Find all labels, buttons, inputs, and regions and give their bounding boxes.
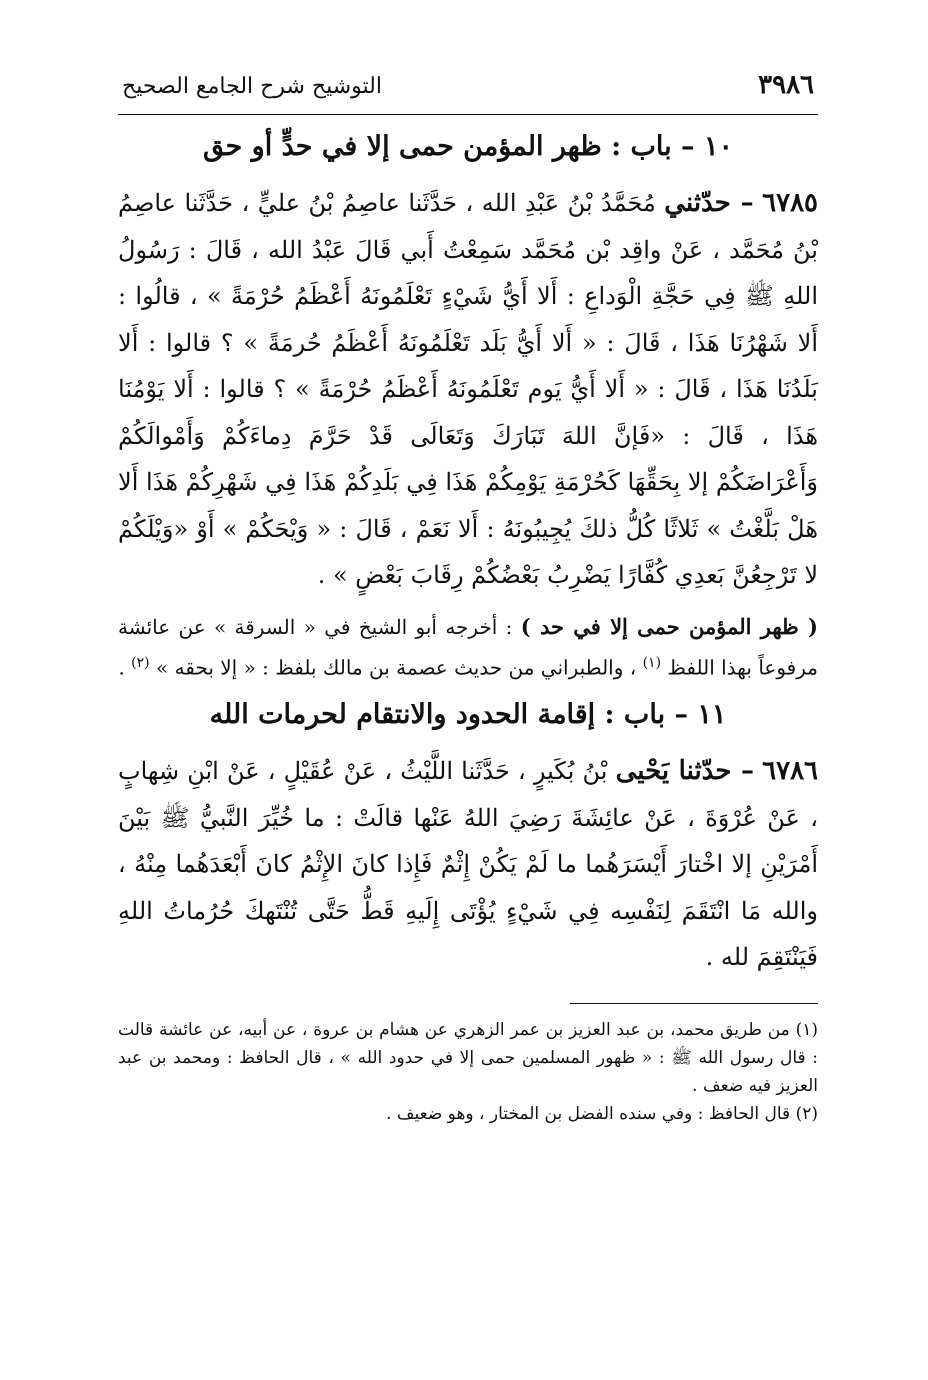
- hadith-number: ٦٧٨٦: [762, 756, 818, 787]
- commentary-text-2: ، والطبراني من حديث عصمة بن مالك بلفظ : « إلا بحقه »: [155, 655, 637, 680]
- commentary-text-end: .: [118, 655, 125, 680]
- header-rule: [118, 114, 818, 115]
- commentary-text-1: : أخرجه أبو الشيخ في « السرقة » عن عائشة مرفوعاً بهذا اللفظ: [118, 614, 818, 680]
- footnote-2: (٢) قال الحافظ : وفي سنده الفضل بن المختار ، وهو ضعيف .: [386, 1103, 818, 1124]
- book-page: [118, 70, 818, 1128]
- chapter-10-title: ١٠ – باب : ظهر المؤمن حمى إلا في حدٍّ أو حق: [203, 131, 733, 162]
- hadith-opener: حدّثني: [664, 188, 731, 218]
- running-title: التوشيح شرح الجامع الصحيح: [122, 74, 382, 99]
- footnotes: [118, 1016, 818, 1128]
- running-header: [118, 70, 818, 114]
- hadith-6785: ٦٧٨٥ – حدّثني مُحَمَّدُ بْنُ عَبْدِ الله ، حَدَّثَنا عاصِمُ بْنُ عليٍّ ، حَدَّثَنا عاصِمُ بْنُ مُحَمَّد ، عَنْ واقِد بْن مُحَمَّد سَمِعْتُ أَبي قَالَ عَبْدُ الله ، قَالَ : رَسُولُ اللهِ ﷺ فِي حَجَّةِ الْوَداعِ : أَلا أَيُّ شَيْءٍ تَعْلَمُونَهُ أَعْظَمُ حُرْمَةً » ، قالُوا : أَلا شَهْرُنَا هَذَا ، قَالَ : « أَلا أَيُّ بَلَد تَعْلَمُونَهُ أَعْظَمُ حُرمَةً » ؟ قالوا : أَلا بَلَدُنَا هَذَا ، قَالَ : « أَلا أَيُّ يَوم تَعْلَمُونَهُ أَعْظَمُ حُرْمَةً » ؟ قالوا : أَلا يَوْمُنَا هَذَا ، قَالَ : «فَإنَّ اللهَ تَبَارَكَ وَتَعَالَى قَدْ حَرَّمَ دِماءَكُمْ وَأَمْوالَكُمْ وَأَعْرَاضَكُمْ إلا بِحَقِّهَا كَحُرْمَةِ يَوْمِكُمْ هَذَا فِي بَلَدِكُمْ هَذَا فِي شَهْرِكُمْ هَذَا أَلا هَلْ بَلَّغْتُ » ثَلاثًا كُلُّ ذلكَ يُجِيبُونَهُ : أَلا نَعَمْ ، قَالَ : « وَيْحَكُمْ » أَوْ «وَيْلَكُمْ لا تَرْجِعُنَّ بَعدِي كُفَّارًا يَضْرِبُ بَعْضُكُمْ رِقَابَ بَعْضٍ » .: [118, 188, 818, 589]
- page-number: ٣٩٨٦: [758, 70, 814, 100]
- footnote-ref-2: (٢): [131, 654, 150, 671]
- footnote-1: (١) من طريق محمد، بن عبد العزيز بن عمر الزهري عن هشام بن عروة ، عن أبيه، عن عائشة قالت : قال رسول الله ﷺ : « ظهور المسلمين حمى إلا في حدود الله » ، قال الحافظ : ومحمد بن عبد العزيز فيه ضعف .: [118, 1019, 818, 1096]
- hadith-number: ٦٧٨٥: [762, 188, 818, 218]
- hadith-opener: حدّثنا يَحْيى: [615, 756, 732, 787]
- chapter-11: [118, 699, 818, 981]
- hadith-text: مُحَمَّدُ بْنُ عَبْدِ الله ، حَدَّثَنا عاصِمُ بْنُ عليٍّ ، حَدَّثَنا عاصِمُ بْنُ مُحَمَّد ، عَنْ واقِد بْن مُحَمَّد سَمِعْتُ أَبي قَالَ عَبْدُ الله ، قَالَ : رَسُولُ اللهِ ﷺ فِي حَجَّةِ الْوَداعِ : أَلا أَيُّ شَيْءٍ تَعْلَمُونَهُ أَعْظَمُ حُرْمَةً » ، قالُوا : أَلا شَهْرُنَا هَذَا ، قَالَ : « أَلا أَيُّ بَلَد تَعْلَمُونَهُ أَعْظَمُ حُرمَةً » ؟ قالوا : أَلا بَلَدُنَا هَذَا ، قَالَ : « أَلا أَيُّ يَوم تَعْلَمُونَهُ أَعْظَمُ حُرْمَةً » ؟ قالوا : أَلا يَوْمُنَا هَذَا ، قَالَ : «فَإنَّ اللهَ تَبَارَكَ وَتَعَالَى قَدْ حَرَّمَ دِماءَكُمْ وَأَمْوالَكُمْ وَأَعْرَاضَكُمْ إلا بِحَقِّهَا كَحُرْمَةِ يَوْمِكُمْ هَذَا فِي بَلَدِكُمْ هَذَا فِي شَهْرِكُمْ هَذَا أَلا هَلْ بَلَّغْتُ » ثَلاثًا كُلُّ ذلكَ يُجِيبُونَهُ : أَلا نَعَمْ ، قَالَ : « وَيْحَكُمْ » أَوْ «وَيْلَكُمْ لا تَرْجِعُنَّ بَعدِي كُفَّارًا يَضْرِبُ بَعْضُكُمْ رِقَابَ بَعْضٍ » .: [118, 189, 818, 589]
- chapter-11-title: ١١ – باب : إقامة الحدود والانتقام لحرمات الله: [209, 699, 727, 731]
- hadith-6786: ٦٧٨٦ – حدّثنا يَحْيى بْنُ بُكَيرٍ ، حَدَّثَنا اللَّيْثُ ، عَنْ عُقَيْلٍ ، عَنْ ابْنِ شِهابٍ ، عَنْ عُرْوَةَ ، عَنْ عائِشَةَ رَضِيَ اللهُ عَنْها قالَتْ : ما خُيِّرَ النَّبيُّ ﷺ بَيْنَ أَمْرَيْنِ إلا اخْتارَ أَيْسَرَهُما ما لَمْ يَكُنْ إِثْمٌ فَإِذا كانَ الإِثْمُ كانَ أَبْعَدَهُما مِنْهُ ، والله مَا انْتَقَمَ لِنَفْسِه فِي شَيْءٍ يُؤْتَى إِلَيهِ قَطُّ حَتَّى تُنْتَهكَ حُرُماتُ اللهِ فَيَنْتَقِمَ لله .: [118, 756, 819, 972]
- footnote-ref-1: (١): [642, 654, 662, 671]
- footnote-rule: [570, 1003, 818, 1004]
- commentary-paragraph: [118, 609, 818, 686]
- chapter-10: [118, 131, 818, 685]
- commentary-lemma: ( ظهر المؤمن حمى إلا في حد ): [520, 613, 818, 639]
- hadith-text: بْنُ بُكَيرٍ ، حَدَّثَنا اللَّيْثُ ، عَنْ عُقَيْلٍ ، عَنْ ابْنِ شِهابٍ ، عَنْ عُرْوَةَ ، عَنْ عائِشَةَ رَضِيَ اللهُ عَنْها قالَتْ : ما خُيِّرَ النَّبيُّ ﷺ بَيْنَ أَمْرَيْنِ إلا اخْتارَ أَيْسَرَهُما ما لَمْ يَكُنْ إِثْمٌ فَإِذا كانَ الإِثْمُ كانَ أَبْعَدَهُما مِنْهُ ، والله مَا انْتَقَمَ لِنَفْسِه فِي شَيْءٍ يُؤْتَى إِلَيهِ قَطُّ حَتَّى تُنْتَهكَ حُرُماتُ اللهِ فَيَنْتَقِمَ لله .: [118, 757, 819, 972]
